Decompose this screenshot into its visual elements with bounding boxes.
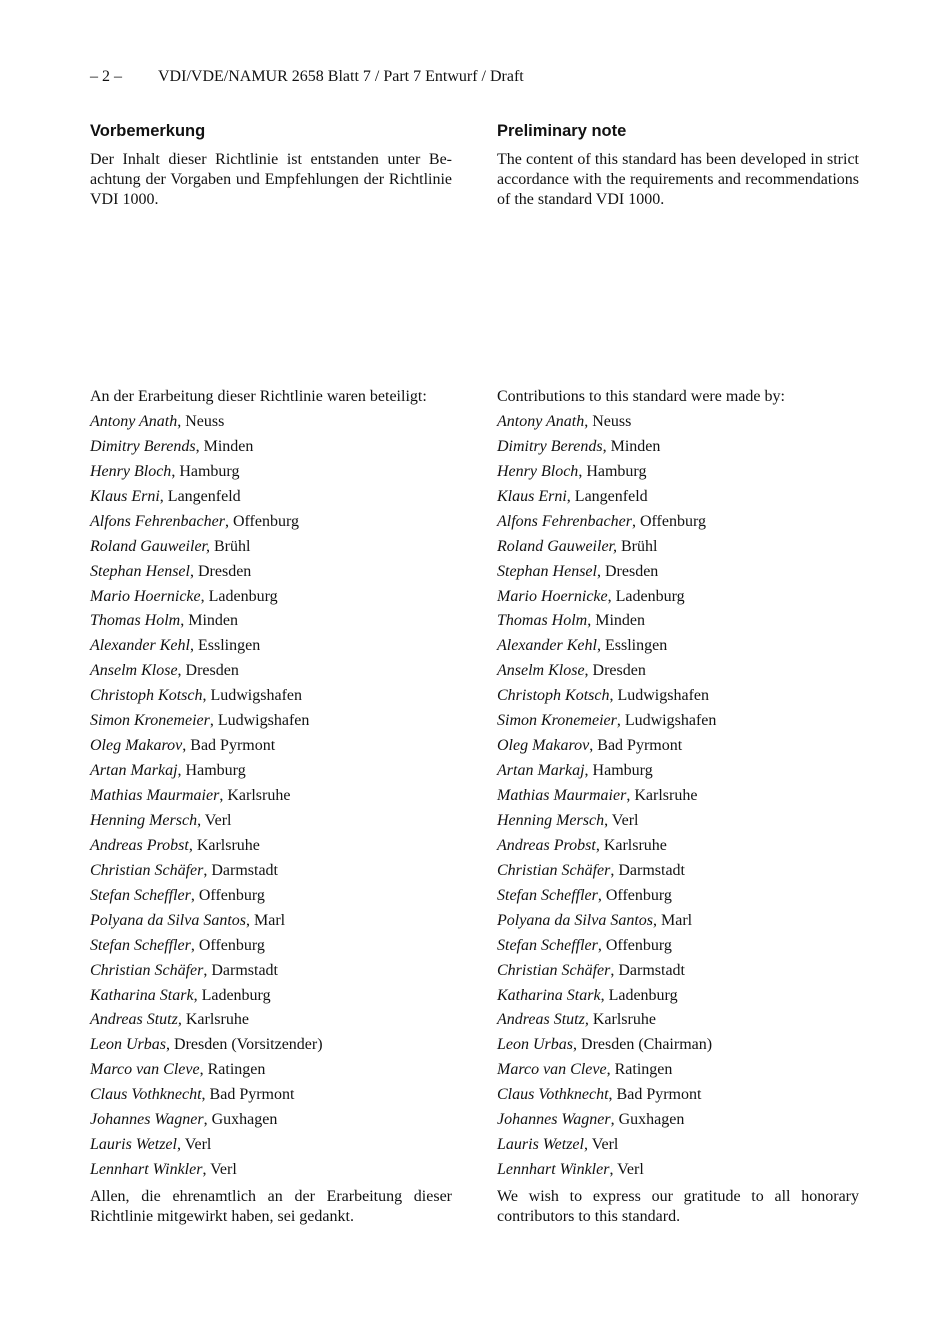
contributor-german-24 bbox=[90, 1008, 452, 1033]
contributor-english-24 bbox=[497, 1008, 859, 1033]
contributor-name: Polyana da Silva Santos bbox=[497, 911, 653, 929]
contributor-english-12 bbox=[497, 709, 859, 734]
contributor-place: , Verl bbox=[583, 1136, 619, 1154]
contributor-name: Anselm Klose bbox=[90, 662, 178, 680]
contributor-place: , Hamburg bbox=[584, 762, 653, 780]
contributor-place: , Ludwigshafen bbox=[609, 687, 709, 705]
page-header bbox=[90, 68, 524, 86]
contributor-german-9 bbox=[90, 634, 452, 659]
contributor-name: Lauris Wetzel bbox=[90, 1136, 177, 1154]
contributor-english-13 bbox=[497, 734, 859, 759]
contributor-place: , Verl bbox=[176, 1136, 212, 1154]
contributor-name: Stefan Scheffler bbox=[90, 936, 191, 954]
contributor-place: , Guxhagen bbox=[203, 1111, 278, 1129]
contributor-name: Antony Anath bbox=[497, 412, 585, 430]
contributor-name: Klaus Erni bbox=[497, 487, 567, 505]
contributor-english-26 bbox=[497, 1058, 859, 1083]
contributor-name: Antony Anath bbox=[90, 412, 178, 430]
contributor-place: , Guxhagen bbox=[610, 1111, 685, 1129]
contributor-german-1 bbox=[90, 435, 452, 460]
contributor-name: Mathias Maurmaier bbox=[90, 787, 220, 804]
contributor-place: , Verl bbox=[609, 1161, 644, 1179]
contributor-german-0 bbox=[90, 410, 452, 435]
contributor-english-8 bbox=[497, 609, 859, 634]
contributor-name: Henry Bloch bbox=[90, 462, 172, 480]
contributor-english-0 bbox=[497, 410, 859, 435]
contributor-german-6 bbox=[90, 560, 452, 585]
contributor-place: , Hamburg bbox=[177, 762, 246, 780]
contributor-german-10 bbox=[90, 659, 452, 684]
contributor-place: , Offenburg bbox=[190, 936, 265, 954]
contributor-english-16 bbox=[497, 809, 859, 834]
contributor-place: , Hamburg bbox=[171, 462, 240, 480]
contributor-place: , Ludwigshafen bbox=[202, 687, 302, 705]
contributor-name: Leon Urbas bbox=[90, 1036, 167, 1054]
contributor-place: , Ludwigshafen bbox=[209, 712, 310, 730]
contributor-list-german bbox=[90, 410, 452, 1183]
contributor-english-22 bbox=[497, 959, 859, 984]
contributors-intro-english: Contributions to this standard were made by: bbox=[497, 388, 785, 405]
contributor-german-21 bbox=[90, 934, 452, 959]
contributor-place: , Bad Pyrmont bbox=[182, 737, 276, 755]
contributor-name: Christoph Kotsch bbox=[90, 687, 203, 705]
contributor-english-5 bbox=[497, 535, 859, 560]
contributor-name: Katharina Stark bbox=[497, 986, 601, 1004]
contributor-english-17 bbox=[497, 834, 859, 859]
contributor-name: Johannes Wagner bbox=[497, 1111, 611, 1129]
contributor-german-12 bbox=[90, 709, 452, 734]
contributor-english-21 bbox=[497, 934, 859, 959]
contributor-english-30 bbox=[497, 1158, 859, 1183]
contributor-german-20 bbox=[90, 909, 452, 934]
contributor-name: Thomas Holm bbox=[90, 612, 181, 630]
contributor-german-3 bbox=[90, 485, 452, 510]
contributor-place: , Minden bbox=[180, 612, 239, 630]
contributor-place: Karlsruhe bbox=[181, 1011, 249, 1029]
contributor-place: , Dresden bbox=[189, 562, 252, 580]
contributor-name: Roland Gauweiler, bbox=[497, 537, 617, 555]
contributor-place: , Dresden bbox=[177, 662, 239, 680]
thanks-english: We wish to express our gratitude to all honorary contributors to this standard. bbox=[497, 1188, 859, 1225]
contributor-place: , Neuss bbox=[177, 412, 225, 430]
contributor-place: , Offenburg bbox=[190, 886, 265, 904]
contributor-place: , Marl bbox=[245, 911, 286, 929]
contributor-place: , Bad Pyrmont bbox=[589, 737, 683, 755]
contributor-german-5 bbox=[90, 535, 452, 560]
document-title: VDI/VDE/NAMUR 2658 Blatt 7 / Part 7 Entwurf / Draft bbox=[158, 68, 524, 85]
contributor-place: Karlsruhe bbox=[588, 1011, 656, 1029]
contributors-intro-german: An der Erarbeitung dieser Richtlinie waren beteiligt: bbox=[90, 388, 427, 405]
contributor-place: , Dresden bbox=[584, 662, 646, 680]
contributor-name: Claus Vothknecht bbox=[497, 1086, 609, 1104]
contributor-name: Lennhart Winkler bbox=[90, 1161, 203, 1179]
contributor-place: , Marl bbox=[652, 911, 693, 929]
contributor-german-15 bbox=[90, 784, 452, 809]
contributor-place: , Ladenburg bbox=[607, 587, 685, 605]
contributor-german-14 bbox=[90, 759, 452, 784]
contributor-name: Alfons Fehrenbacher bbox=[497, 512, 632, 530]
contributor-name: Dimitry Berends bbox=[90, 437, 196, 455]
contributor-name: Mathias Maurmaier bbox=[497, 787, 627, 804]
contributor-german-2 bbox=[90, 460, 452, 485]
contributor-name: Stephan Hensel bbox=[497, 562, 597, 580]
contributor-place: , Minden bbox=[602, 437, 661, 455]
contributor-place: , Verl bbox=[202, 1161, 237, 1179]
intro-german: Der Inhalt dieser Richtlinie ist entstanden unter Beachtung der Vorgaben und Empfehlungen der Richtlinie VDI 1000. bbox=[90, 151, 452, 208]
contributor-german-8 bbox=[90, 609, 452, 634]
heading-preliminary-note: Preliminary note bbox=[497, 122, 627, 140]
contributor-place: , Ladenburg bbox=[193, 986, 271, 1004]
contributor-name: Polyana da Silva Santos bbox=[90, 911, 246, 929]
contributor-name: Andreas Probst bbox=[497, 836, 596, 854]
contributor-place: , Ladenburg bbox=[600, 986, 678, 1004]
contributor-list-english bbox=[497, 410, 859, 1183]
thanks-german: Allen, die ehrenamtlich an der Erarbeitung dieser Richtlinie mitgewirkt haben, sei gedankt. bbox=[90, 1188, 452, 1225]
contributor-place: , Darmstadt bbox=[610, 861, 685, 879]
contributor-place: , Karlsruhe bbox=[595, 836, 667, 854]
contributor-name: Andreas Stutz, bbox=[90, 1011, 182, 1029]
contributor-place: , Verl bbox=[604, 811, 639, 829]
contributor-place: , Hamburg bbox=[578, 462, 647, 480]
contributor-name: Christian Schäfer bbox=[497, 861, 611, 879]
contributor-german-18 bbox=[90, 859, 452, 884]
contributor-english-11 bbox=[497, 684, 859, 709]
contributor-english-2 bbox=[497, 460, 859, 485]
contributor-name: Thomas Holm bbox=[497, 612, 588, 630]
contributor-name: Henry Bloch bbox=[497, 462, 579, 480]
contributor-german-4 bbox=[90, 510, 452, 535]
contributor-german-23 bbox=[90, 984, 452, 1009]
contributor-place: , Dresden (Vorsitzender) bbox=[166, 1036, 323, 1054]
contributor-place: Brühl bbox=[617, 537, 658, 555]
contributor-name: Christian Schäfer bbox=[90, 961, 204, 979]
contributor-german-30 bbox=[90, 1158, 452, 1183]
contributor-name: Artan Markaj bbox=[90, 762, 178, 780]
contributor-german-22 bbox=[90, 959, 452, 984]
contributor-name: Christoph Kotsch bbox=[497, 687, 610, 705]
contributor-name: Claus Vothknecht bbox=[90, 1086, 202, 1104]
contributor-place: , Ratingen bbox=[606, 1061, 673, 1079]
contributor-place: , Langenfeld bbox=[159, 487, 241, 505]
contributor-english-1 bbox=[497, 435, 859, 460]
contributor-place: , Karlsruhe bbox=[219, 787, 291, 804]
contributor-german-27 bbox=[90, 1083, 452, 1108]
contributor-place: , Ladenburg bbox=[200, 587, 278, 605]
contributor-place: , Dresden (Chairman) bbox=[573, 1036, 713, 1054]
contributor-english-23 bbox=[497, 984, 859, 1009]
contributor-place: , Langenfeld bbox=[566, 487, 648, 505]
contributor-name: Simon Kronemeier bbox=[90, 712, 210, 730]
contributor-name: Stephan Hensel bbox=[90, 562, 190, 580]
contributor-place: , Minden bbox=[587, 612, 646, 630]
contributor-place: , Darmstadt bbox=[610, 961, 685, 979]
contributor-place: , Offenburg bbox=[224, 512, 299, 530]
contributor-name: Leon Urbas bbox=[497, 1036, 574, 1054]
contributor-name: Johannes Wagner bbox=[90, 1111, 204, 1129]
contributor-place: , Ludwigshafen bbox=[616, 712, 717, 730]
contributor-german-16 bbox=[90, 809, 452, 834]
intro-english: The content of this standard has been developed in strict accordance with the requirements and recommendations of the standard VDI 1000. bbox=[497, 151, 859, 208]
contributor-name: Stefan Scheffler bbox=[497, 936, 598, 954]
contributor-english-4 bbox=[497, 510, 859, 535]
contributor-name: Anselm Klose bbox=[497, 662, 585, 680]
contributor-name: Marco van Cleve bbox=[497, 1061, 607, 1079]
contributor-name: Henning Mersch bbox=[497, 811, 605, 829]
contributor-german-19 bbox=[90, 884, 452, 909]
contributors-german bbox=[90, 385, 452, 1227]
contributor-name: Oleg Makarov bbox=[90, 737, 183, 755]
contributor-name: Andreas Stutz, bbox=[497, 1011, 589, 1029]
contributor-name: Simon Kronemeier bbox=[497, 712, 617, 730]
contributor-place: , Bad Pyrmont bbox=[608, 1086, 702, 1104]
contributor-name: Stefan Scheffler bbox=[497, 886, 598, 904]
contributor-name: Henning Mersch bbox=[90, 811, 198, 829]
contributor-german-11 bbox=[90, 684, 452, 709]
contributor-english-20 bbox=[497, 909, 859, 934]
contributor-english-6 bbox=[497, 560, 859, 585]
contributor-place: , Esslingen bbox=[189, 637, 261, 655]
contributor-english-14 bbox=[497, 759, 859, 784]
contributor-place: , Darmstadt bbox=[203, 861, 278, 879]
contributor-name: Alexander Kehl bbox=[90, 637, 190, 655]
contributor-german-7 bbox=[90, 585, 452, 610]
contributor-place: , Bad Pyrmont bbox=[201, 1086, 295, 1104]
contributor-german-28 bbox=[90, 1108, 452, 1133]
contributor-english-18 bbox=[497, 859, 859, 884]
contributor-german-25 bbox=[90, 1033, 452, 1058]
contributor-name: Dimitry Berends bbox=[497, 437, 603, 455]
contributor-name: Mario Hoernicke bbox=[90, 587, 201, 605]
contributor-english-29 bbox=[497, 1133, 859, 1158]
contributor-english-10 bbox=[497, 659, 859, 684]
contributor-english-7 bbox=[497, 585, 859, 610]
contributor-name: Lennhart Winkler bbox=[497, 1161, 610, 1179]
contributor-german-29 bbox=[90, 1133, 452, 1158]
contributor-english-25 bbox=[497, 1033, 859, 1058]
contributor-english-27 bbox=[497, 1083, 859, 1108]
contributor-place: , Minden bbox=[195, 437, 254, 455]
contributor-name: Christian Schäfer bbox=[90, 861, 204, 879]
contributor-name: Roland Gauweiler, bbox=[90, 537, 210, 555]
contributor-name: Mario Hoernicke bbox=[497, 587, 608, 605]
contributor-place: , Neuss bbox=[584, 412, 632, 430]
contributor-german-17 bbox=[90, 834, 452, 859]
contributor-name: Artan Markaj bbox=[497, 762, 585, 780]
contributor-german-26 bbox=[90, 1058, 452, 1083]
contributor-place: , Darmstadt bbox=[203, 961, 278, 979]
contributor-english-19 bbox=[497, 884, 859, 909]
contributor-place: , Karlsruhe bbox=[626, 787, 698, 804]
contributor-name: Marco van Cleve bbox=[90, 1061, 200, 1079]
heading-vorbemerkung: Vorbemerkung bbox=[90, 122, 206, 140]
contributor-name: Katharina Stark bbox=[90, 986, 194, 1004]
contributor-english-3 bbox=[497, 485, 859, 510]
contributor-german-13 bbox=[90, 734, 452, 759]
contributor-english-9 bbox=[497, 634, 859, 659]
contributor-name: Alexander Kehl bbox=[497, 637, 597, 655]
contributor-name: Stefan Scheffler bbox=[90, 886, 191, 904]
contributor-place: , Dresden bbox=[596, 562, 659, 580]
contributor-place: , Offenburg bbox=[631, 512, 706, 530]
contributor-place: Brühl bbox=[210, 537, 251, 555]
contributors-english bbox=[497, 385, 859, 1227]
contributor-name: Klaus Erni bbox=[90, 487, 160, 505]
page-number: – 2 – bbox=[90, 68, 122, 85]
contributor-place: , Karlsruhe bbox=[188, 836, 260, 854]
contributor-place: , Offenburg bbox=[597, 886, 672, 904]
contributor-name: Christian Schäfer bbox=[497, 961, 611, 979]
contributor-name: Andreas Probst bbox=[90, 836, 189, 854]
contributor-place: , Ratingen bbox=[199, 1061, 266, 1079]
contributor-place: , Verl bbox=[197, 811, 232, 829]
contributor-name: Oleg Makarov bbox=[497, 737, 590, 755]
contributor-place: , Esslingen bbox=[596, 637, 668, 655]
contributor-name: Lauris Wetzel bbox=[497, 1136, 584, 1154]
contributor-english-28 bbox=[497, 1108, 859, 1133]
contributor-name: Alfons Fehrenbacher bbox=[90, 512, 225, 530]
contributor-place: , Offenburg bbox=[597, 936, 672, 954]
contributor-english-15 bbox=[497, 784, 859, 809]
